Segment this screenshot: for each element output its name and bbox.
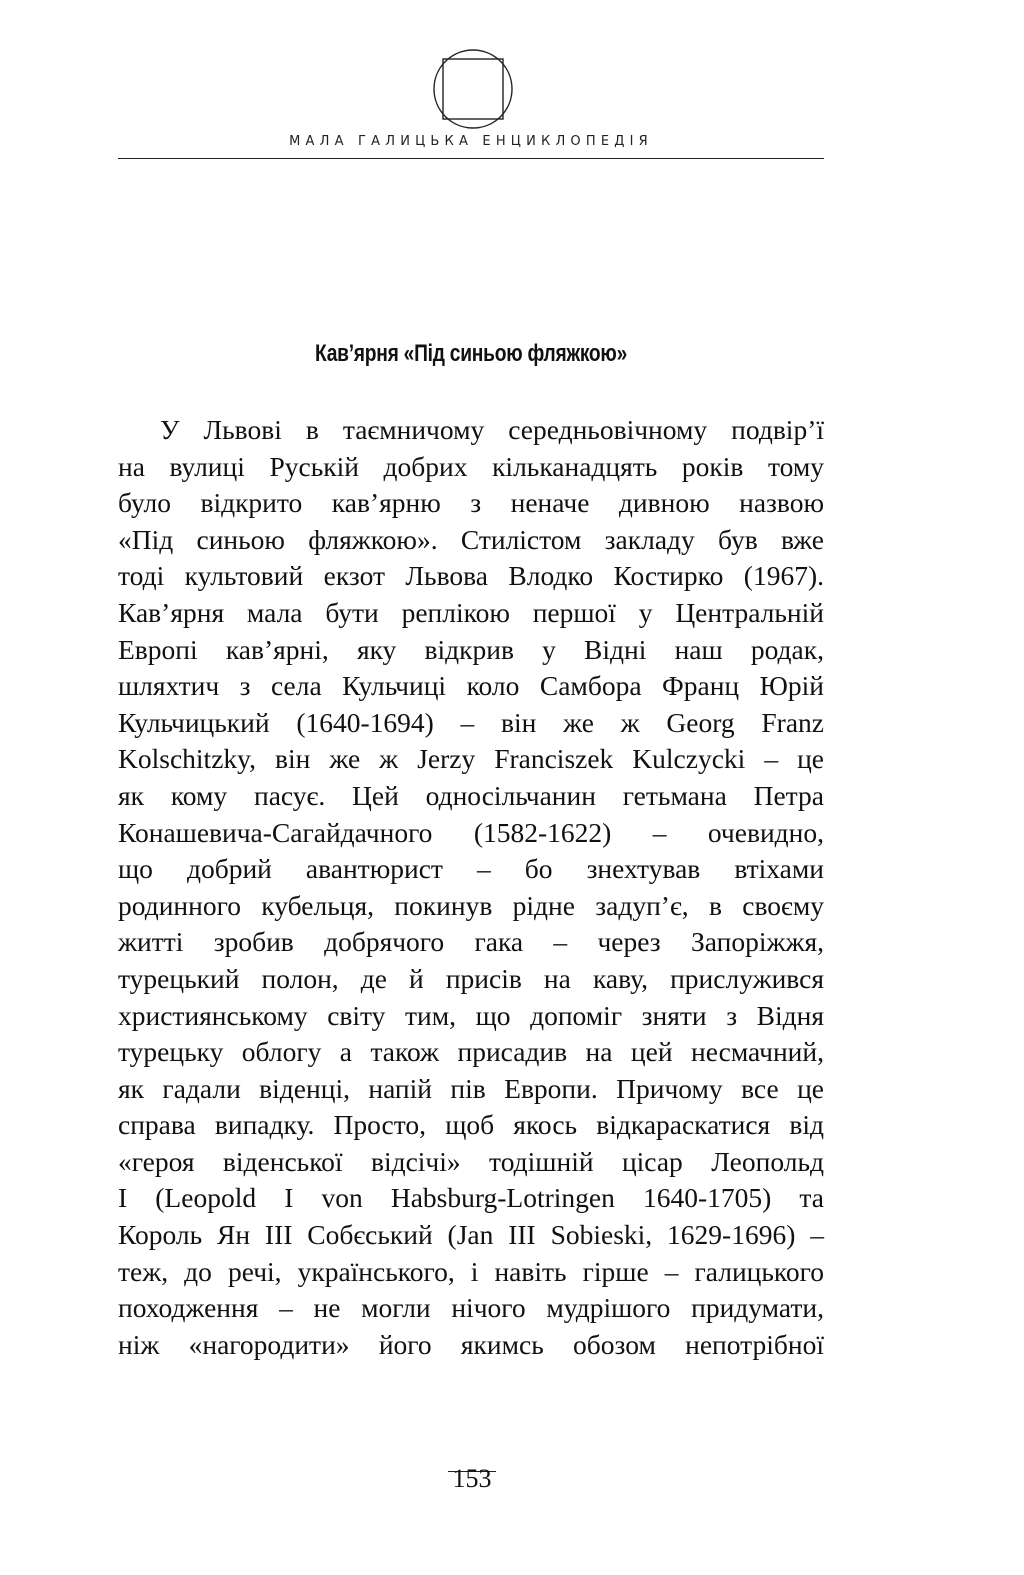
page-number: 153: [452, 1464, 492, 1493]
body-line: походження – не могли нічого мудрішого придумати,: [118, 1292, 824, 1324]
running-head: МАЛА ГАЛИЦЬКА ЕНЦИКЛОПЕДІЯ: [289, 134, 653, 149]
body-line: «Під синьою фляжкою». Стилістом закладу був вже: [118, 523, 824, 555]
body-line: родинного кубельця, покинув рідне задуп’є, в своєму: [118, 889, 824, 921]
article-body: [118, 412, 824, 1363]
body-line: Кульчицький (1640-1694) – він же ж Georg Franz: [118, 706, 824, 738]
body-line: на вулиці Руській добрих кільканадцять років тому: [118, 450, 824, 482]
header-rule: [118, 158, 824, 159]
body-line: тоді культовий екзот Львова Влодко Костирко (1967).: [118, 560, 824, 592]
body-line: У Львові в таємничому середньовічному подвір’ї: [160, 414, 824, 445]
body-line: турецький полон, де й присів на каву, прислужився: [118, 962, 824, 994]
body-line: Конашевича-Сагайдачного (1582-1622) – очевидно,: [118, 816, 824, 848]
body-line: як гадали віденці, напій пів Европи. Причому все це: [118, 1072, 824, 1104]
circle-square-emblem-icon: [432, 48, 514, 130]
body-line: справа випадку. Просто, щоб якось відкараскатися від: [118, 1109, 824, 1141]
body-line: було відкрито кав’ярню з неначе дивною назвою: [118, 487, 824, 519]
body-line: Кав’ярня мала бути реплікою першої у Центральній: [118, 596, 824, 628]
body-line: Король Ян ІІІ Собєський (Jan III Sobieski, 1629-1696) –: [118, 1219, 824, 1251]
article-title: Кав’ярня «Під синьою фляжкою»: [314, 340, 628, 367]
body-line: християнському світу тим, що допоміг зняти з Відня: [118, 999, 824, 1031]
body-line: Европі кав’ярні, яку відкрив у Відні наш родак,: [118, 633, 824, 665]
body-line: Kolschitzky, він же ж Jerzy Franciszek Kulczycki – це: [118, 743, 824, 775]
body-line: житті зробив добрячого гака – через Запоріжжя,: [118, 926, 824, 958]
body-line: «героя віденської відсічі» тодішній цісар Леопольд: [118, 1145, 824, 1177]
body-line: як кому пасує. Цей односільчанин гетьмана Петра: [118, 779, 824, 811]
body-line: шляхтич з села Кульчиці коло Самбора Франц Юрій: [118, 670, 824, 702]
body-line: ніж «нагородити» його якимсь обозом непотрібної: [118, 1328, 824, 1360]
body-line: турецьку облогу а також присадив на цей несмачний,: [118, 1036, 824, 1068]
body-line: теж, до речі, українського, і навіть гірше – галицького: [118, 1255, 824, 1287]
body-line: I (Leopold I von Habsburg-Lotringen 1640-1705) та: [118, 1182, 824, 1214]
body-line: що добрий авантюрист – бо знехтував втіхами: [118, 853, 824, 885]
